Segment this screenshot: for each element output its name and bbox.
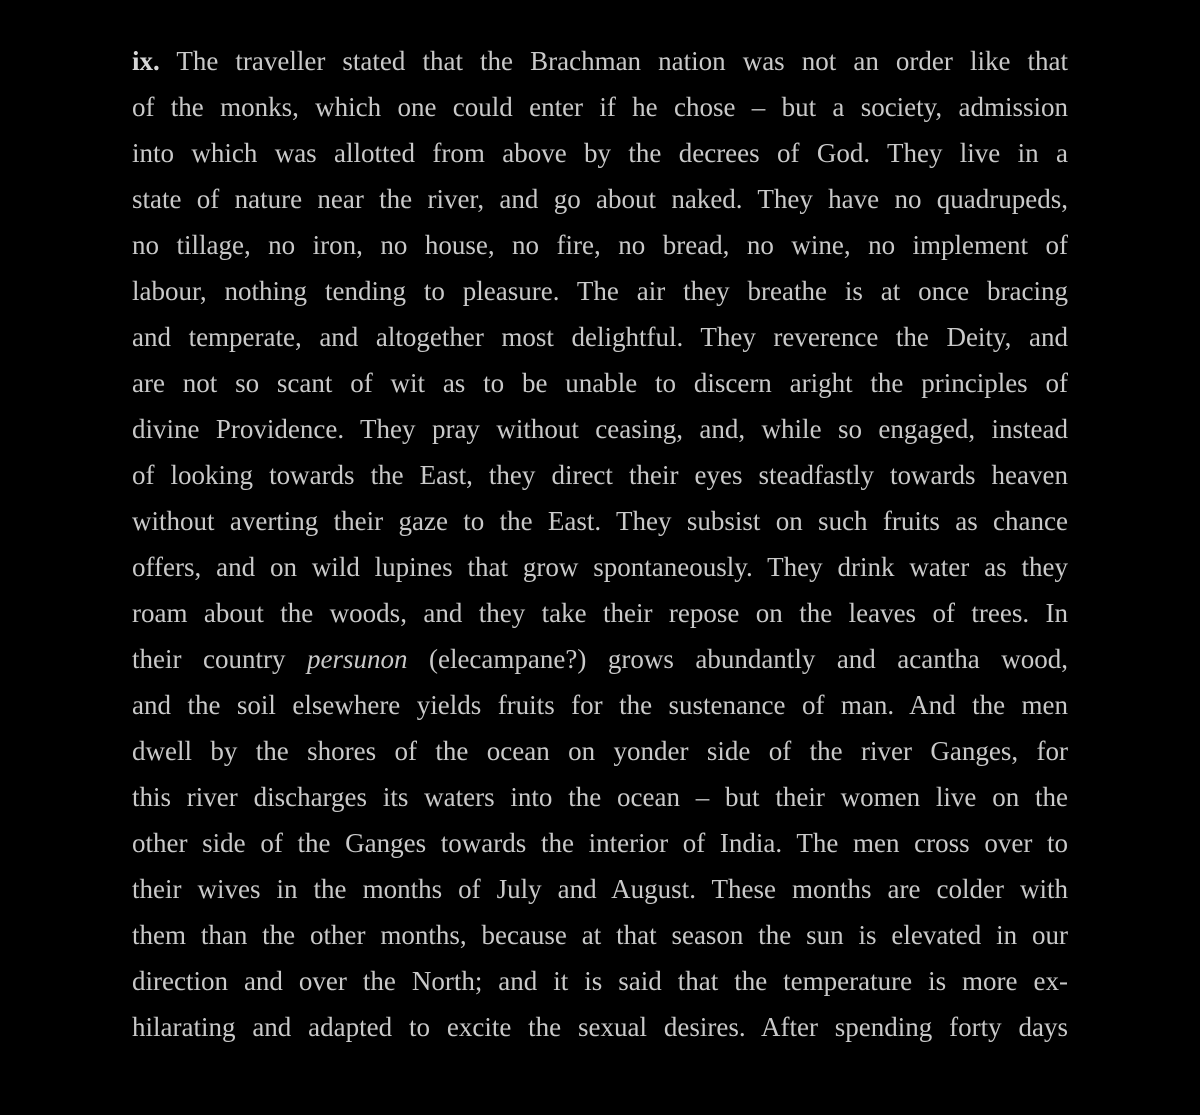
text-line: them than the other months, because at that season the sun is elevated in our (132, 920, 1068, 950)
text-line: this river discharges its waters into the ocean – but their women live on the (132, 782, 1068, 812)
section-number: ix. (132, 46, 160, 76)
italic-term: persunon (306, 644, 408, 674)
line-text (160, 46, 177, 76)
text-line: labour, nothing tending to pleasure. The air they breathe is at once bracing (132, 276, 1068, 306)
text-line: other side of the Ganges towards the interior of India. The men cross over to (132, 828, 1068, 858)
text-line: and the soil elsewhere yields fruits for the sustenance of man. And the men (132, 690, 1068, 720)
text-line: of the monks, which one could enter if he chose – but a society, admission (132, 92, 1068, 122)
text-line: offers, and on wild lupines that grow spontaneously. They drink water as they (132, 552, 1068, 582)
line-text: their country (132, 644, 307, 674)
text-line: dwell by the shores of the ocean on yonder side of the river Ganges, for (132, 736, 1068, 766)
text-line: their wives in the months of July and August. These months are colder with (132, 874, 1068, 904)
text-line: roam about the woods, and they take their repose on the leaves of trees. In (132, 598, 1068, 628)
document-page (132, 38, 1068, 1050)
text-line: and temperate, and altogether most delightful. They reverence the Deity, and (132, 322, 1068, 352)
text-line: into which was allotted from above by the decrees of God. They live in a (132, 138, 1068, 168)
text-line: of looking towards the East, they direct their eyes steadfastly towards heaven (132, 460, 1068, 490)
text-line (132, 636, 1068, 682)
text-line: state of nature near the river, and go about naked. They have no quadrupeds, (132, 184, 1068, 214)
line-text: (elecampane?) grows abundantly and acantha wood, (407, 644, 1068, 674)
text-line (132, 38, 1068, 84)
text-line: direction and over the North; and it is said that the temperature is more ex- (132, 966, 1068, 996)
text-line: no tillage, no iron, no house, no fire, no bread, no wine, no implement of (132, 230, 1068, 260)
text-line: hilarating and adapted to excite the sexual desires. After spending forty days (132, 1012, 1068, 1042)
text-line: divine Providence. They pray without ceasing, and, while so engaged, instead (132, 414, 1068, 444)
text-line: are not so scant of wit as to be unable to discern aright the principles of (132, 368, 1068, 398)
text-line: without averting their gaze to the East. They subsist on such fruits as chance (132, 506, 1068, 536)
line-text: The traveller stated that the Brachman nation was not an order like that (176, 46, 1068, 76)
